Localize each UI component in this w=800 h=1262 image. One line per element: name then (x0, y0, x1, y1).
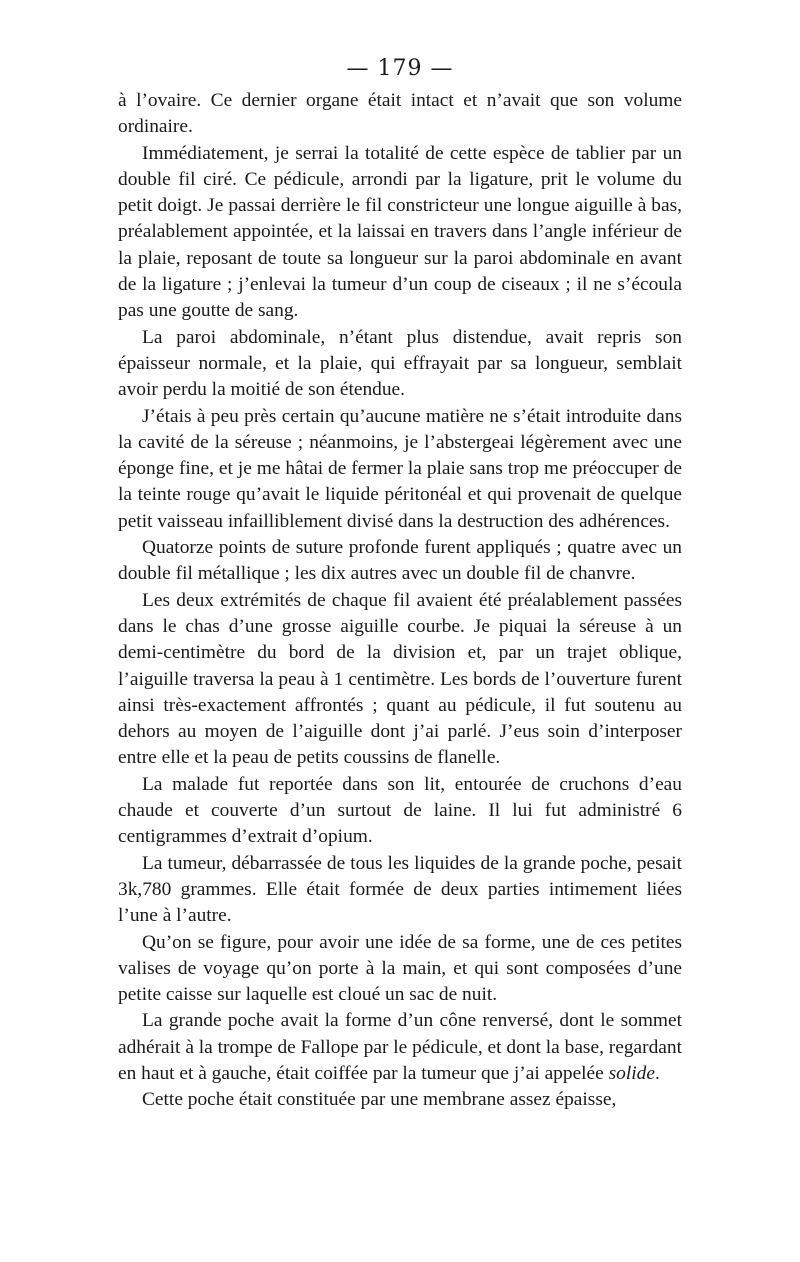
paragraph-11: Cette poche était constituée par une membrane assez épaisse, (142, 1089, 617, 1111)
page-number: — 179 — (346, 56, 454, 81)
paragraph-2: Immédiatement, je serrai la totalité de cette espèce de tablier par un double fil ciré. Ce pédicule, arrondi par la ligature, prit le volume du petit doigt. Je passai derrière le fil constricteur une longue aiguille à bas, préalablement appointée, et la laissai en travers dans l’angle inférieur de la plaie, reposant de toute sa longueur sur la paroi abdominale en avant de la ligature ; j’enlevai la tumeur d’un coup de ciseaux ; il ne s’écoula pas une goutte de sang. (118, 142, 682, 322)
paragraph-7: La malade fut reportée dans son lit, entourée de cruchons d’eau chaude et couverte d’un surtout de laine. Il lui fut administré 6 centigrammes d’extrait d’opium. (118, 773, 682, 848)
paragraph-4: J’étais à peu près certain qu’aucune matière ne s’était introduite dans la cavité de la séreuse ; néanmoins, je l’abstergeai légèrement avec une éponge fine, et je me hâtai de fermer la plaie sans trop me préoccuper de la teinte rouge qu’avait le liquide péritonéal et qui provenait de quelque petit vaisseau infailliblement divisé dans la destruction des adhérences. (118, 405, 682, 532)
body-text (118, 88, 682, 1114)
paragraph-3: La paroi abdominale, n’étant plus distendue, avait repris son épaisseur normale, et la plaie, qui effrayait par sa longueur, semblait avoir perdu la moitié de son étendue. (118, 326, 682, 401)
italic-suffix: . (654, 1062, 660, 1084)
paragraph-6: Les deux extrémités de chaque fil avaient été préalablement passées dans le chas d’une grosse aiguille courbe. Je piquai la séreuse à un demi-centimètre du bord de la division et, par un trajet oblique, l’aiguille traversa la peau à 1 centimètre. Les bords de l’ouverture furent ainsi très-exactement affrontés ; quant au pédicule, il fut soutenu au dehors au moyen de l’aiguille dont j’ai parlé. J’eus soin d’interposer entre elle et la peau de petits coussins de flanelle. (118, 589, 682, 769)
paragraph-10-text: La grande poche avait la forme d’un cône renversé, dont le sommet adhérait à la trompe de Fallope par le pédicule, et dont la base, regardant en haut et à gauche, était coiffée par la tumeur que j’ai appelée (118, 1010, 682, 1084)
paragraph-1: à l’ovaire. Ce dernier organe était intact et n’avait que son volume ordinaire. (118, 90, 682, 138)
paragraph-9: Qu’on se figure, pour avoir une idée de sa forme, une de ces petites valises de voyage qu’on porte à la main, et qui sont composées d’une petite caisse sur laquelle est cloué un sac de nuit. (118, 931, 682, 1006)
paragraph-5: Quatorze points de suture profonde furent appliqués ; quatre avec un double fil métallique ; les dix autres avec un double fil de chanvre. (118, 537, 682, 585)
paragraph-10 (118, 1008, 682, 1087)
paragraph-8: La tumeur, débarrassée de tous les liquides de la grande poche, pesait 3k,780 grammes. Elle était formée de deux parties intimement liées l’une à l’autre. (118, 852, 682, 927)
italic-word: solide (608, 1062, 655, 1084)
